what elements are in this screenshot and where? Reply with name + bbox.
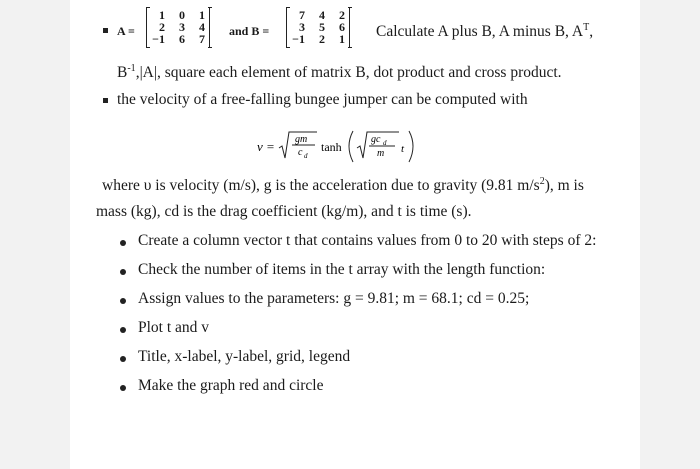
formula-lhs: v = — [257, 139, 275, 154]
matrix-a-cell: 6 — [179, 32, 185, 46]
velocity-formula — [253, 128, 443, 164]
round-bullet — [120, 356, 126, 362]
task-item: Make the graph red and circle — [138, 377, 324, 394]
round-bullet — [120, 269, 126, 275]
round-bullet — [120, 327, 126, 333]
task-item: Title, x-label, y-label, grid, legend — [138, 348, 351, 365]
matrix-a-cell: 4 — [199, 20, 205, 34]
tanh-label: tanh — [321, 140, 342, 154]
task-item: Check the number of items in the t array with the length function: — [138, 261, 546, 278]
matrix-a-cell: 2 — [159, 20, 165, 34]
matrix-b-cell: 2 — [319, 32, 325, 46]
matrix-a — [146, 7, 210, 47]
task-item: Assign values to the parameters: g = 9.81; m = 68.1; cd = 0.25; — [138, 290, 530, 307]
matrix-b-cell: 6 — [339, 20, 345, 34]
and-b-label: and B = — [229, 24, 270, 38]
matrix-b-cell: 2 — [339, 8, 345, 22]
left-paren — [349, 131, 353, 162]
frac2-subscript: d — [383, 139, 387, 147]
right-paren — [409, 131, 413, 162]
velocity-intro: the velocity of a free-falling bungee jumper can be computed with — [117, 91, 528, 108]
matrix-a-cell: 1 — [159, 8, 165, 22]
task-item: Plot t and v — [138, 319, 210, 336]
matrix-b-cell: 3 — [299, 20, 305, 34]
round-bullet — [120, 385, 126, 391]
matrix-a-cell: 3 — [179, 20, 185, 34]
matrix-a-cell: −1 — [152, 32, 165, 46]
where-line-2: mass (kg), cd is the drag coefficient (kg/m), and t is time (s). — [96, 203, 472, 220]
where-text: where υ is velocity (m/s), g is the acceleration due to gravity (9.81 m/s — [102, 177, 540, 195]
operations-text: ,|A|, square each element of matrix B, dot product and cross product. — [135, 64, 562, 82]
where-line — [102, 176, 584, 195]
calculate-text — [376, 22, 593, 41]
matrix-b-cell: 4 — [319, 8, 325, 22]
matrix-b-cell: 7 — [299, 8, 305, 22]
b-label: B — [117, 64, 128, 82]
calculate-label: Calculate A plus B, A minus B, A — [376, 23, 584, 41]
operations-line — [117, 63, 562, 82]
task-item: Create a column vector t that contains values from 0 to 20 with steps of 2: — [138, 232, 597, 249]
matrix-b-cell: −1 — [292, 32, 305, 46]
frac1-numerator: gm — [295, 134, 308, 145]
square-bullet — [103, 28, 108, 33]
squared-superscript: 2 — [539, 176, 545, 187]
matrix-a-cell: 1 — [199, 8, 205, 22]
frac2-numerator: gc — [371, 134, 381, 145]
frac1-subscript: d — [304, 152, 308, 160]
inverse-superscript: -1 — [127, 63, 136, 74]
matrix-a-cell: 7 — [199, 32, 205, 46]
frac2-denominator: m — [377, 148, 385, 159]
square-bullet — [103, 98, 108, 103]
transpose-superscript: T — [583, 22, 590, 33]
matrix-b-cell: 1 — [339, 32, 345, 46]
matrix-a-cell: 0 — [179, 8, 185, 22]
matrix-b — [286, 7, 350, 47]
comma: , — [589, 23, 594, 41]
a-label: A = — [117, 24, 135, 38]
where-text-end: ), m is — [544, 177, 584, 195]
formula-t: t — [401, 143, 405, 155]
frac1-denominator: c — [298, 147, 303, 158]
formula-svg — [253, 128, 443, 164]
matrix-b-cell: 5 — [319, 20, 325, 34]
round-bullet — [120, 240, 126, 246]
round-bullet — [120, 298, 126, 304]
